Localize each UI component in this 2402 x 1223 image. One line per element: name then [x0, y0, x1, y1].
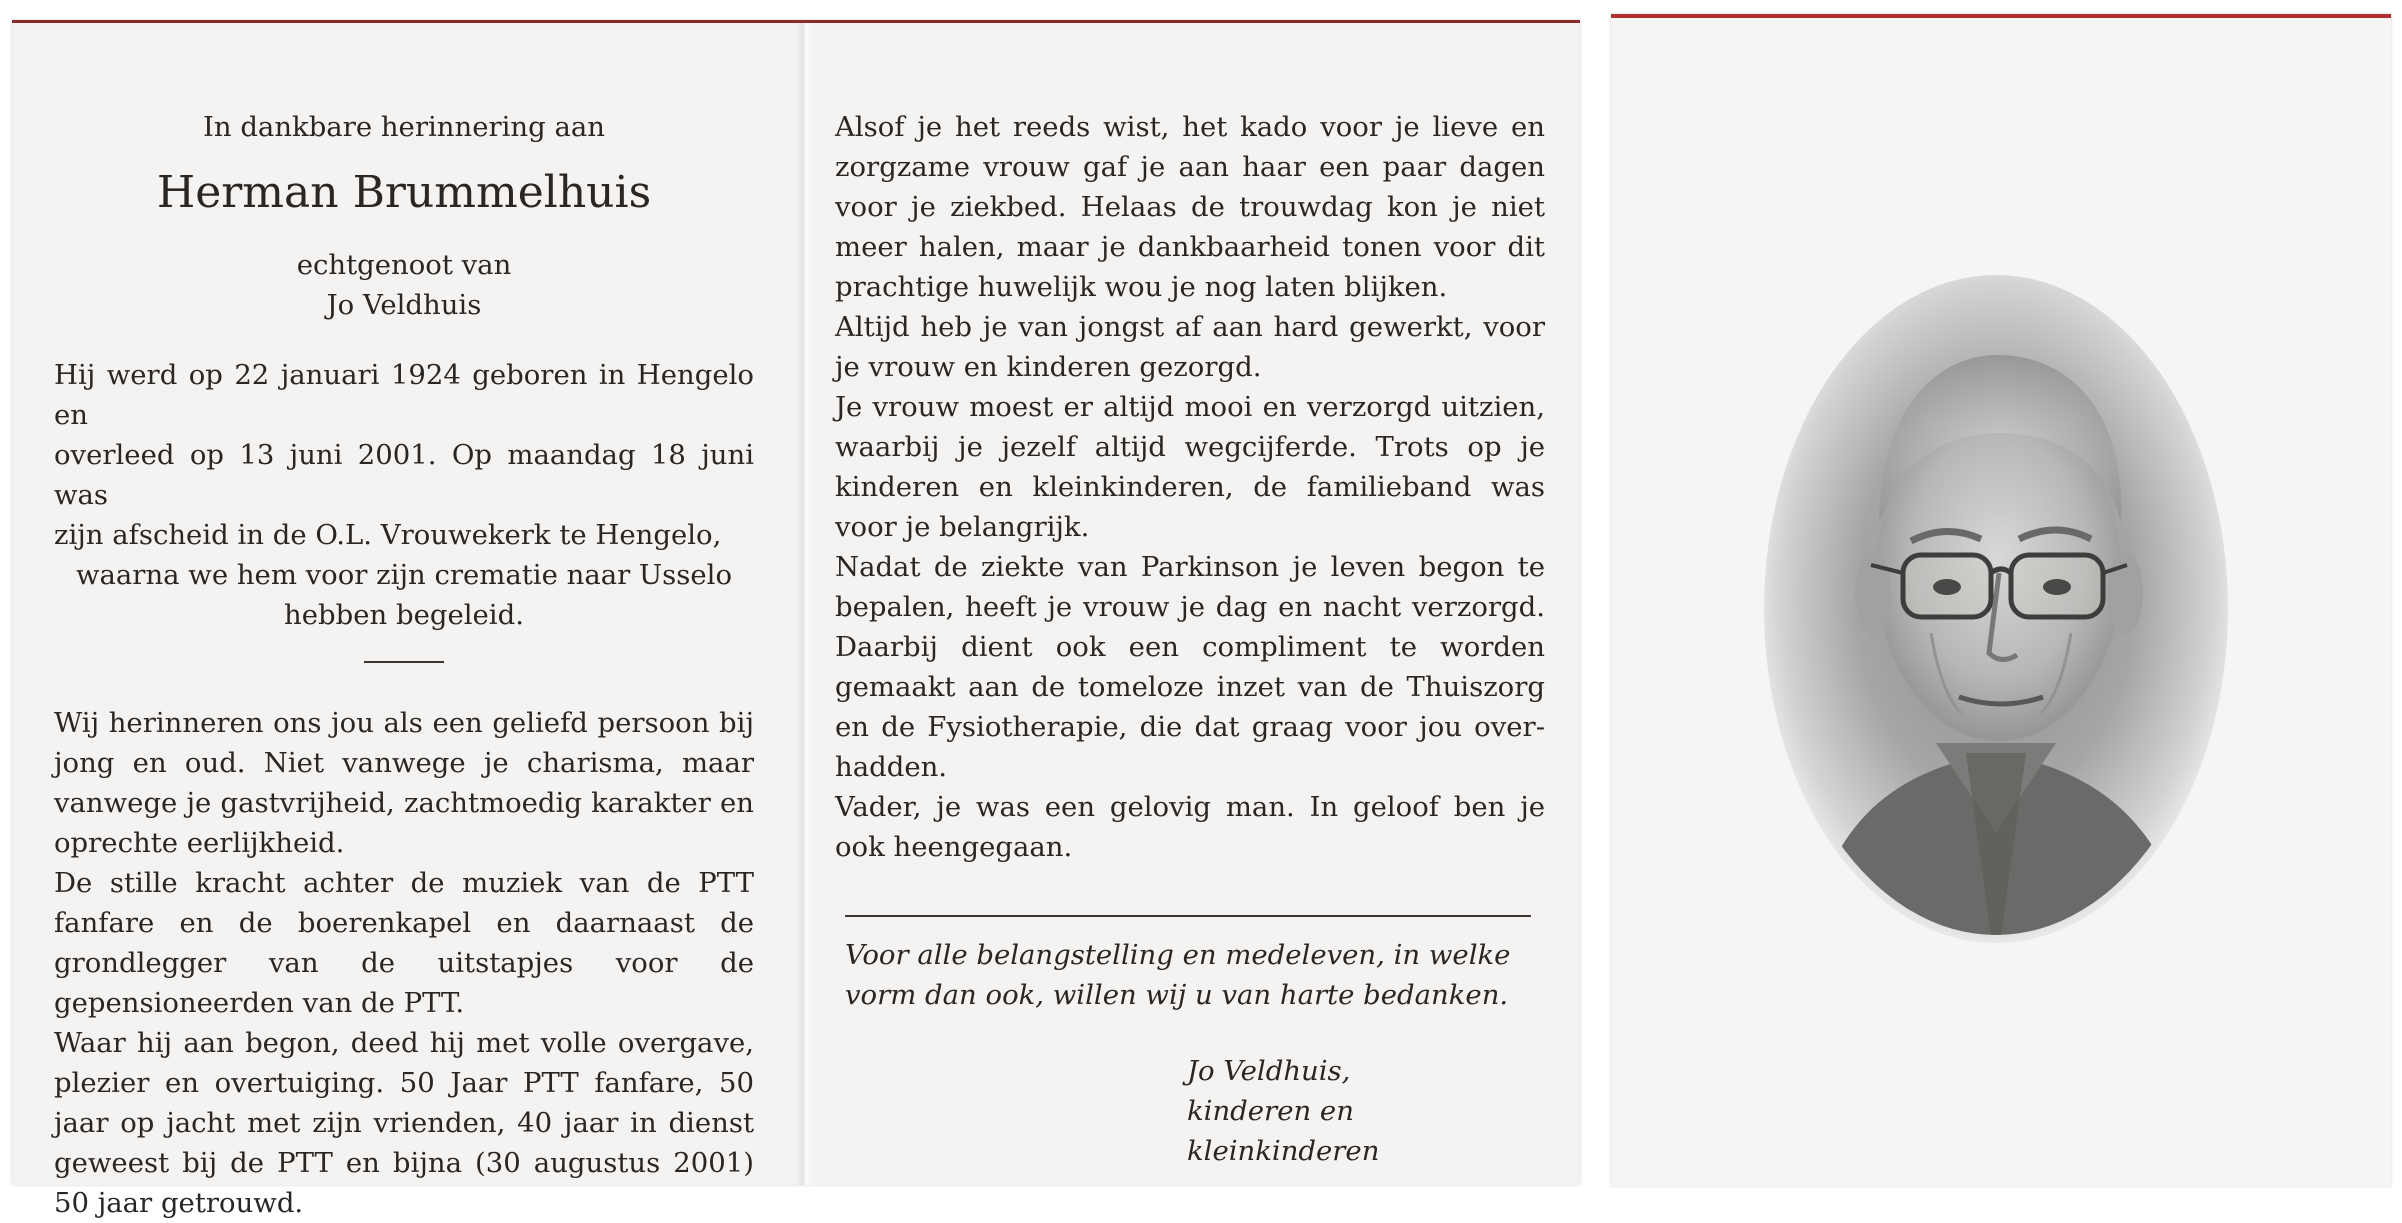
signature	[835, 1051, 1545, 1171]
thanks-text: Voor alle belangstelling en medeleven, in welke vorm dan ook, willen wij u van harte bedanken.	[845, 939, 1511, 1011]
memory-paragraph: De stille kracht achter de muziek van de PTT fanfare en de boerenkapel en daarnaast de grondlegger van de uitstapjes voor de gepensioneerden van de PTT.	[54, 867, 754, 1019]
story-paragraph: Altijd heb je van jongst af aan hard gewerkt, voor je vrouw en kinderen gezorgd.	[835, 311, 1545, 383]
spouse-name: Jo Veldhuis	[326, 289, 482, 321]
biography-line: overleed op 13 juni 2001. Op maandag 18 juni was	[54, 439, 754, 511]
deceased-name: Herman Brummelhuis	[156, 167, 652, 218]
signature-family: kinderen en kleinkinderen	[1187, 1095, 1380, 1167]
story-paragraph: Alsof je het reeds wist, het kado voor je lieve en zorgzame vrouw gaf je aan haar een paar dagen voor je ziekbed. Helaas de trouwdag kon je niet meer halen, maar je dankbaarheid tonen voor dit prachtige huwelijk wou je nog laten blijken.	[835, 111, 1545, 303]
memorial-card-inner	[12, 20, 1580, 1219]
story-paragraph: Nadat de ziekte van Parkinson je leven begon te bepalen, heeft je vrouw je dag en nacht verzorgd. Daarbij dient ook een compliment te worden gemaakt aan de tomeloze inzet van de Thuiszorg en de Fysiotherapie, die dat graag voor jou overhadden.	[835, 551, 1545, 783]
story-paragraph: Je vrouw moest er altijd mooi en verzorgd uitzien, waarbij je jezelf altijd wegcijferde. Trots op je kinderen en kleinkinderen, de familieband was voor je belangrijk.	[835, 391, 1545, 543]
biography-line: hebben begeleid.	[284, 599, 524, 631]
biography-line: zijn afscheid in de O.L. Vrouwekerk te Hengelo,	[54, 519, 722, 551]
story-paragraph: Vader, je was een gelovig man. In geloof ben je ook heengegaan.	[835, 791, 1545, 863]
photo-card	[1611, 14, 2391, 1186]
biography	[54, 355, 754, 635]
left-page	[54, 107, 754, 1223]
spouse-block	[54, 245, 754, 325]
card-fold	[795, 23, 813, 1185]
spouse-label: echtgenoot van	[296, 249, 512, 281]
middle-page	[835, 107, 1545, 1171]
closing-divider	[845, 915, 1531, 917]
memories	[54, 703, 754, 1223]
signature-name: Jo Veldhuis,	[1187, 1055, 1351, 1087]
memory-paragraph: Waar hij aan begon, deed hij met volle overgave, plezier en overtuiging. 50 Jaar PTT fanfare, 50 jaar op jacht met zijn vrienden, 40 jaar in dienst geweest bij de PTT en bijna (30 augustus 2001) 50 jaar getrouwd.	[54, 1027, 754, 1219]
memory-paragraph: Wij herinneren ons jou als een geliefd persoon bij jong en oud. Niet vanwege je charisma, maar vanwege je gastvrijheid, zachtmoedig karakter en oprechte eerlijkheid.	[54, 707, 754, 859]
portrait-icon	[1761, 273, 2231, 945]
section-divider	[364, 661, 444, 663]
intro-text: In dankbare herinnering aan	[203, 111, 605, 143]
biography-line: waarna we hem voor zijn crematie naar Usselo	[75, 559, 733, 591]
portrait-photo	[1761, 273, 2231, 945]
biography-line: Hij werd op 22 januari 1924 geboren in Hengelo en	[54, 359, 754, 431]
